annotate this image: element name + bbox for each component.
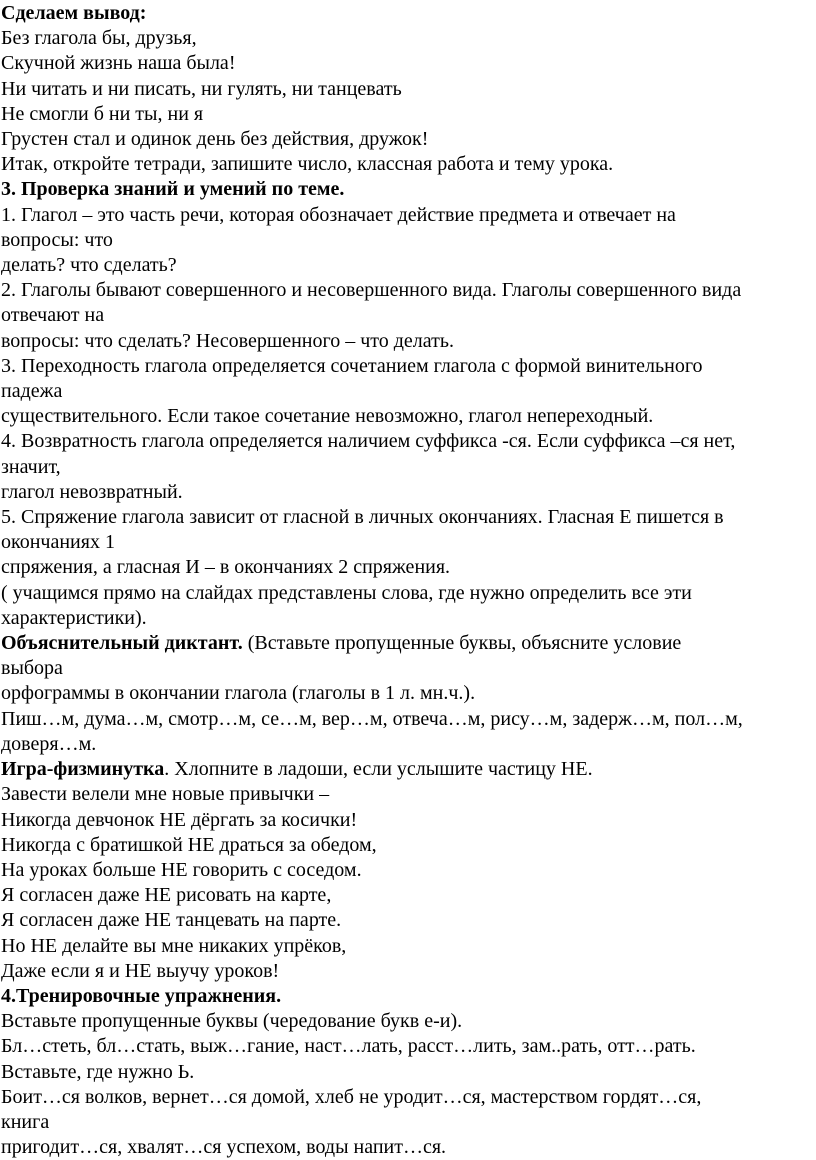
paragraph-line: делать? что сделать?: [1, 254, 177, 277]
poem-line: На уроках больше НЕ говорить с соседом.: [1, 858, 362, 881]
paragraph-line: значит,: [1, 455, 61, 478]
game-intro-line: [1, 757, 816, 782]
poem-line: Никогда с братишкой НЕ драться за обедом,: [1, 833, 377, 856]
paragraph-line: глагол невозвратный.: [1, 480, 183, 503]
dictation-intro-line: [1, 631, 816, 656]
section-4-body: [1, 1009, 816, 1160]
dictation-heading: Объяснительный диктант.: [1, 632, 243, 655]
exercise-words: пригодит…ся, хвалят…ся успехом, воды напит…ся.: [1, 1136, 447, 1159]
game-heading: Игра-физминутка: [1, 758, 165, 781]
paragraph-line: 4. Возвратность глагола определяется наличием суффикса -ся. Если суффикса –ся нет,: [1, 430, 736, 453]
instruction-text: Итак, откройте тетради, запишите число, классная работа и тему урока.: [1, 153, 614, 176]
poem-line: Без глагола бы, друзья,: [1, 27, 197, 50]
poem-line: Не смогли б ни ты, ни я: [1, 102, 204, 125]
paragraph-line: падежа: [1, 380, 63, 403]
poem-line: Ни читать и ни писать, ни гулять, ни танцевать: [1, 77, 402, 100]
paragraph-line: Вставьте, где нужно Ь.: [1, 1060, 195, 1083]
poem-line: Грустен стал и одинок день без действия, дружок!: [1, 128, 429, 151]
poem-line: Даже если я и НЕ выучу уроков!: [1, 959, 280, 982]
exercise-words: Боит…ся волков, вернет…ся домой, хлеб не уродит…ся, мастерством гордят…ся,: [1, 1085, 702, 1108]
game-block: [1, 757, 816, 984]
game-instruction: . Хлопните в ладоши, если услышите частицу НЕ.: [164, 758, 593, 781]
paragraph-line: вопросы: что: [1, 228, 113, 251]
poem-line: Но НЕ делайте вы мне никаких упрёков,: [1, 934, 347, 957]
section-3-body: [1, 203, 816, 631]
exercise-words: книга: [1, 1110, 50, 1133]
paragraph-line: характеристики).: [1, 606, 147, 629]
paragraph-line: 3. Переходность глагола определяется сочетанием глагола с формой винительного: [1, 354, 703, 377]
dictation-block: [1, 631, 816, 757]
dictation-words: Пиш…м, дума…м, смотр…м, се…м, вер…м, отвеча…м, рису…м, задерж…м, пол…м,: [1, 707, 743, 730]
paragraph-line: вопросы: что сделать? Несовершенного – что делать.: [1, 329, 454, 352]
paragraph-line: окончаниях 1: [1, 531, 115, 554]
paragraph-line: существительного. Если такое сочетание невозможно, глагол непереходный.: [1, 405, 654, 428]
paragraph-line: 5. Спряжение глагола зависит от гласной в личных окончаниях. Гласная Е пишется в: [1, 506, 724, 529]
dictation-words: доверя…м.: [1, 732, 97, 755]
paragraph-line: 2. Глаголы бывают совершенного и несовершенного вида. Глаголы совершенного вида: [1, 279, 742, 302]
exercise-words: Бл…стеть, бл…стать, выж…гание, наст…лать, расст…лить, зам..рать, отт…рать.: [1, 1035, 696, 1058]
poem-line: Никогда девчонок НЕ дёргать за косички!: [1, 808, 358, 831]
section-3-heading: 3. Проверка знаний и умений по теме.: [1, 178, 345, 201]
section-4-heading: 4.Тренировочные упражнения.: [1, 984, 282, 1007]
paragraph-line: орфограммы в окончании глагола (глаголы в 1 л. мн.ч.).: [1, 682, 476, 705]
paragraph-line: Вставьте пропущенные буквы (чередование букв е-и).: [1, 1010, 463, 1033]
paragraph-line: выбора: [1, 657, 63, 680]
paragraph-line: 1. Глагол – это часть речи, которая обозначает действие предмета и отвечает на: [1, 203, 676, 226]
poem-1: [1, 26, 816, 152]
conclusion-heading: Сделаем вывод:: [1, 2, 147, 24]
poem-line: Скучной жизнь наша была!: [1, 52, 236, 75]
dictation-instruction: (Вставьте пропущенные буквы, объясните условие: [242, 632, 682, 655]
poem-line: Я согласен даже НЕ рисовать на карте,: [1, 884, 332, 907]
paragraph-line: спряжения, а гласная И – в окончаниях 2 спряжения.: [1, 556, 451, 579]
poem-line: Завести велели мне новые привычки –: [1, 783, 330, 806]
poem-line: Я согласен даже НЕ танцевать на парте.: [1, 909, 342, 932]
paragraph-line: отвечают на: [1, 304, 105, 327]
paragraph-line: ( учащимся прямо на слайдах представлены слова, где нужно определить все эти: [1, 581, 692, 604]
